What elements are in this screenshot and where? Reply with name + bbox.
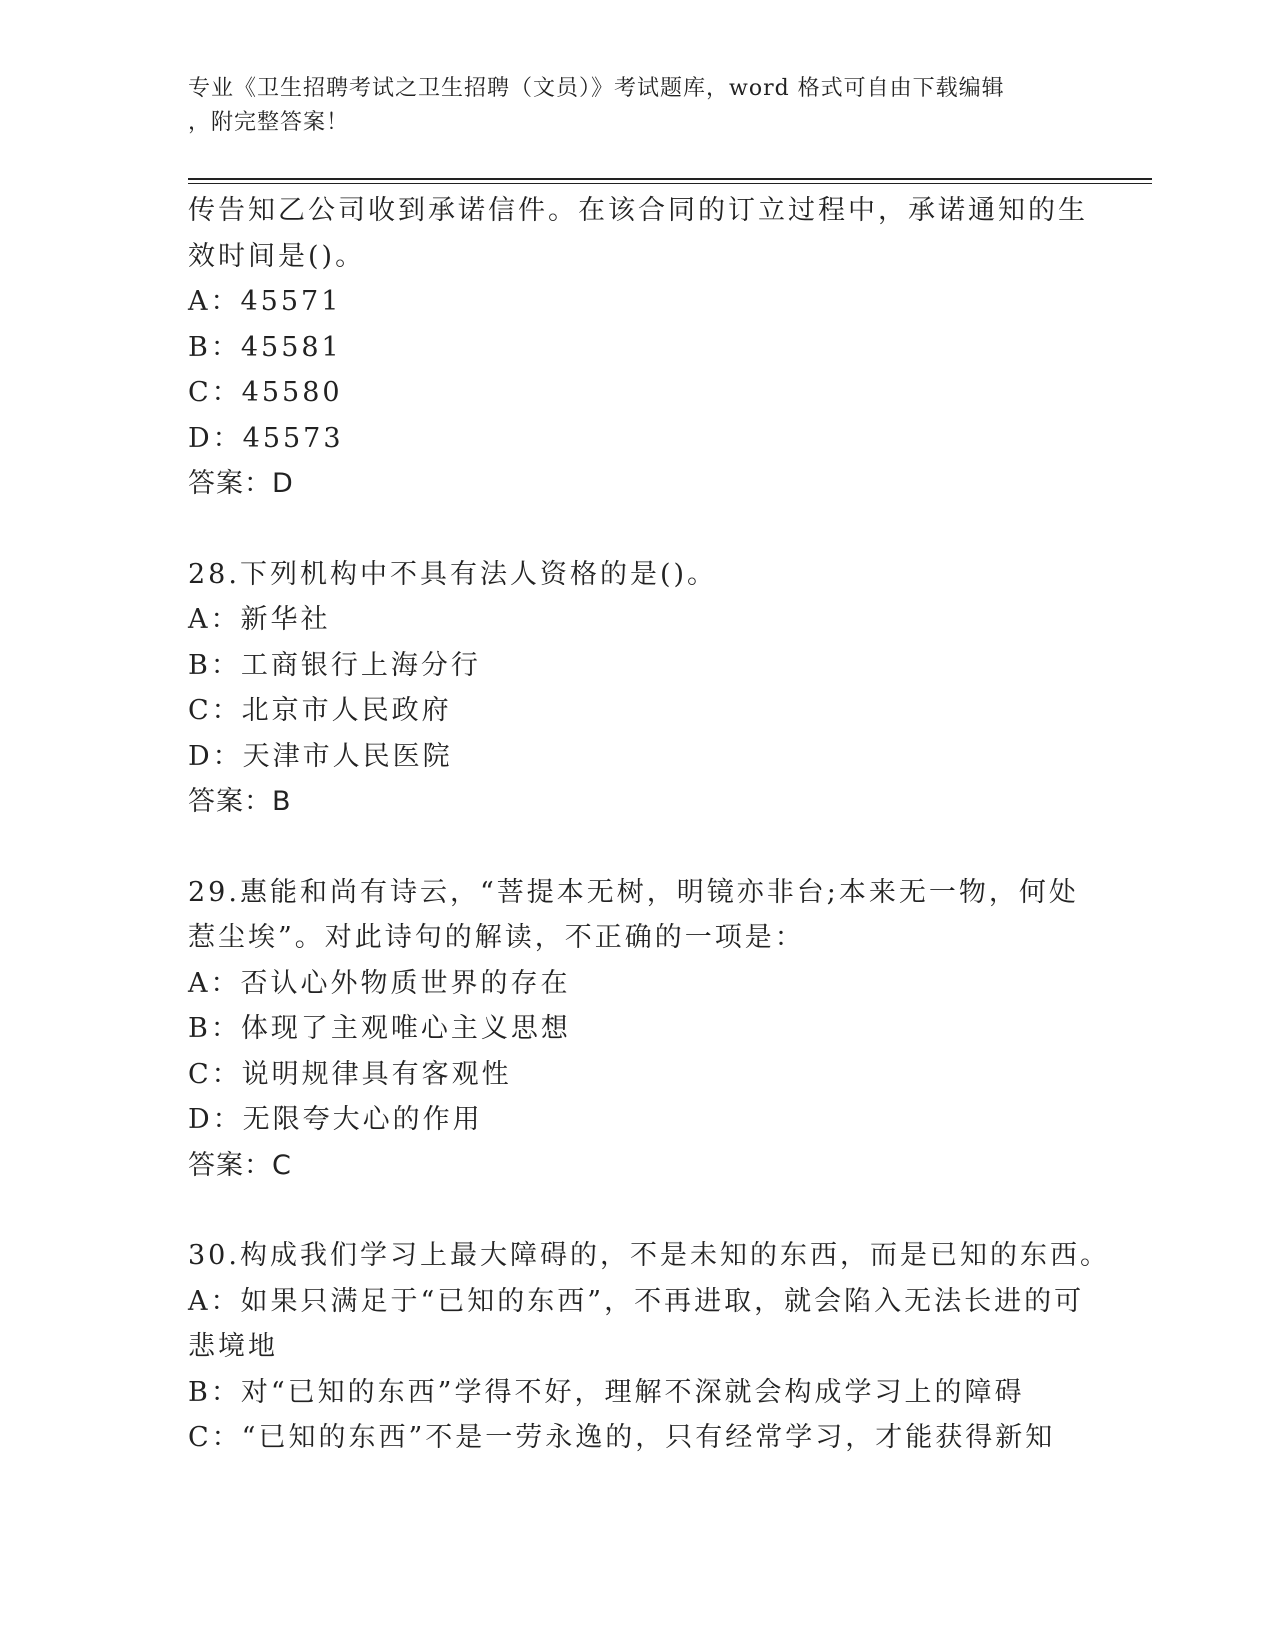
option-c: C：45580 (188, 377, 343, 408)
header-divider-thick (188, 178, 1152, 180)
question-stem: 29.惠能和尚有诗云，“菩提本无树，明镜亦非台;本来无一物，何处 (188, 876, 1079, 908)
header-divider-thin (188, 183, 1152, 184)
question-stem: 效时间是()。 (188, 240, 366, 272)
answer: 答案：C (188, 1149, 292, 1181)
header-line-2: ，附完整答案！ (188, 110, 350, 135)
header-line-1: 专业《卫生招聘考试之卫生招聘（文员）》考试题库，word 格式可自由下载编辑 (188, 76, 1005, 101)
document-header (188, 72, 1088, 140)
question-30 (188, 1233, 1110, 1461)
option-a: A：45571 (188, 286, 342, 317)
option-d: D：天津市人民医院 (188, 740, 453, 772)
question-28 (188, 552, 1088, 825)
option-a: A：如果只满足于“已知的东西”，不再进取，就会陷入无法长进的可 (188, 1285, 1085, 1317)
option-b: B：45581 (188, 331, 342, 363)
option-a: A：否认心外物质世界的存在 (188, 967, 571, 999)
question-stem: 传告知乙公司收到承诺信件。在该合同的订立过程中，承诺通知的生 (188, 195, 1088, 226)
option-d: D：无限夸大心的作用 (188, 1104, 483, 1135)
option-c: C：说明规律具有客观性 (188, 1058, 512, 1090)
answer: 答案：D (188, 468, 294, 499)
question-27 (188, 188, 1088, 507)
option-b: B：工商银行上海分行 (188, 649, 481, 681)
option-c: C：“已知的东西”不是一劳永逸的，只有经常学习，才能获得新知 (188, 1422, 1056, 1453)
answer: 答案：B (188, 786, 292, 817)
question-body (188, 188, 1110, 1461)
option-b: B：对“已知的东西”学得不好，理解不深就会构成学习上的障碍 (188, 1376, 1025, 1408)
option-c: C：北京市人民政府 (188, 695, 452, 726)
question-stem: 28.下列机构中不具有法人资格的是()。 (188, 558, 718, 590)
option-b: B：体现了主观唯心主义思想 (188, 1013, 571, 1044)
question-stem: 30.构成我们学习上最大障碍的，不是未知的东西，而是已知的东西。 (188, 1240, 1110, 1271)
option-a-continued: 悲境地 (188, 1331, 278, 1362)
option-a: A：新华社 (188, 604, 331, 635)
question-stem: 惹尘埃”。对此诗句的解读，不正确的一项是： (188, 922, 805, 953)
option-d: D：45573 (188, 422, 344, 454)
question-29 (188, 870, 1088, 1189)
